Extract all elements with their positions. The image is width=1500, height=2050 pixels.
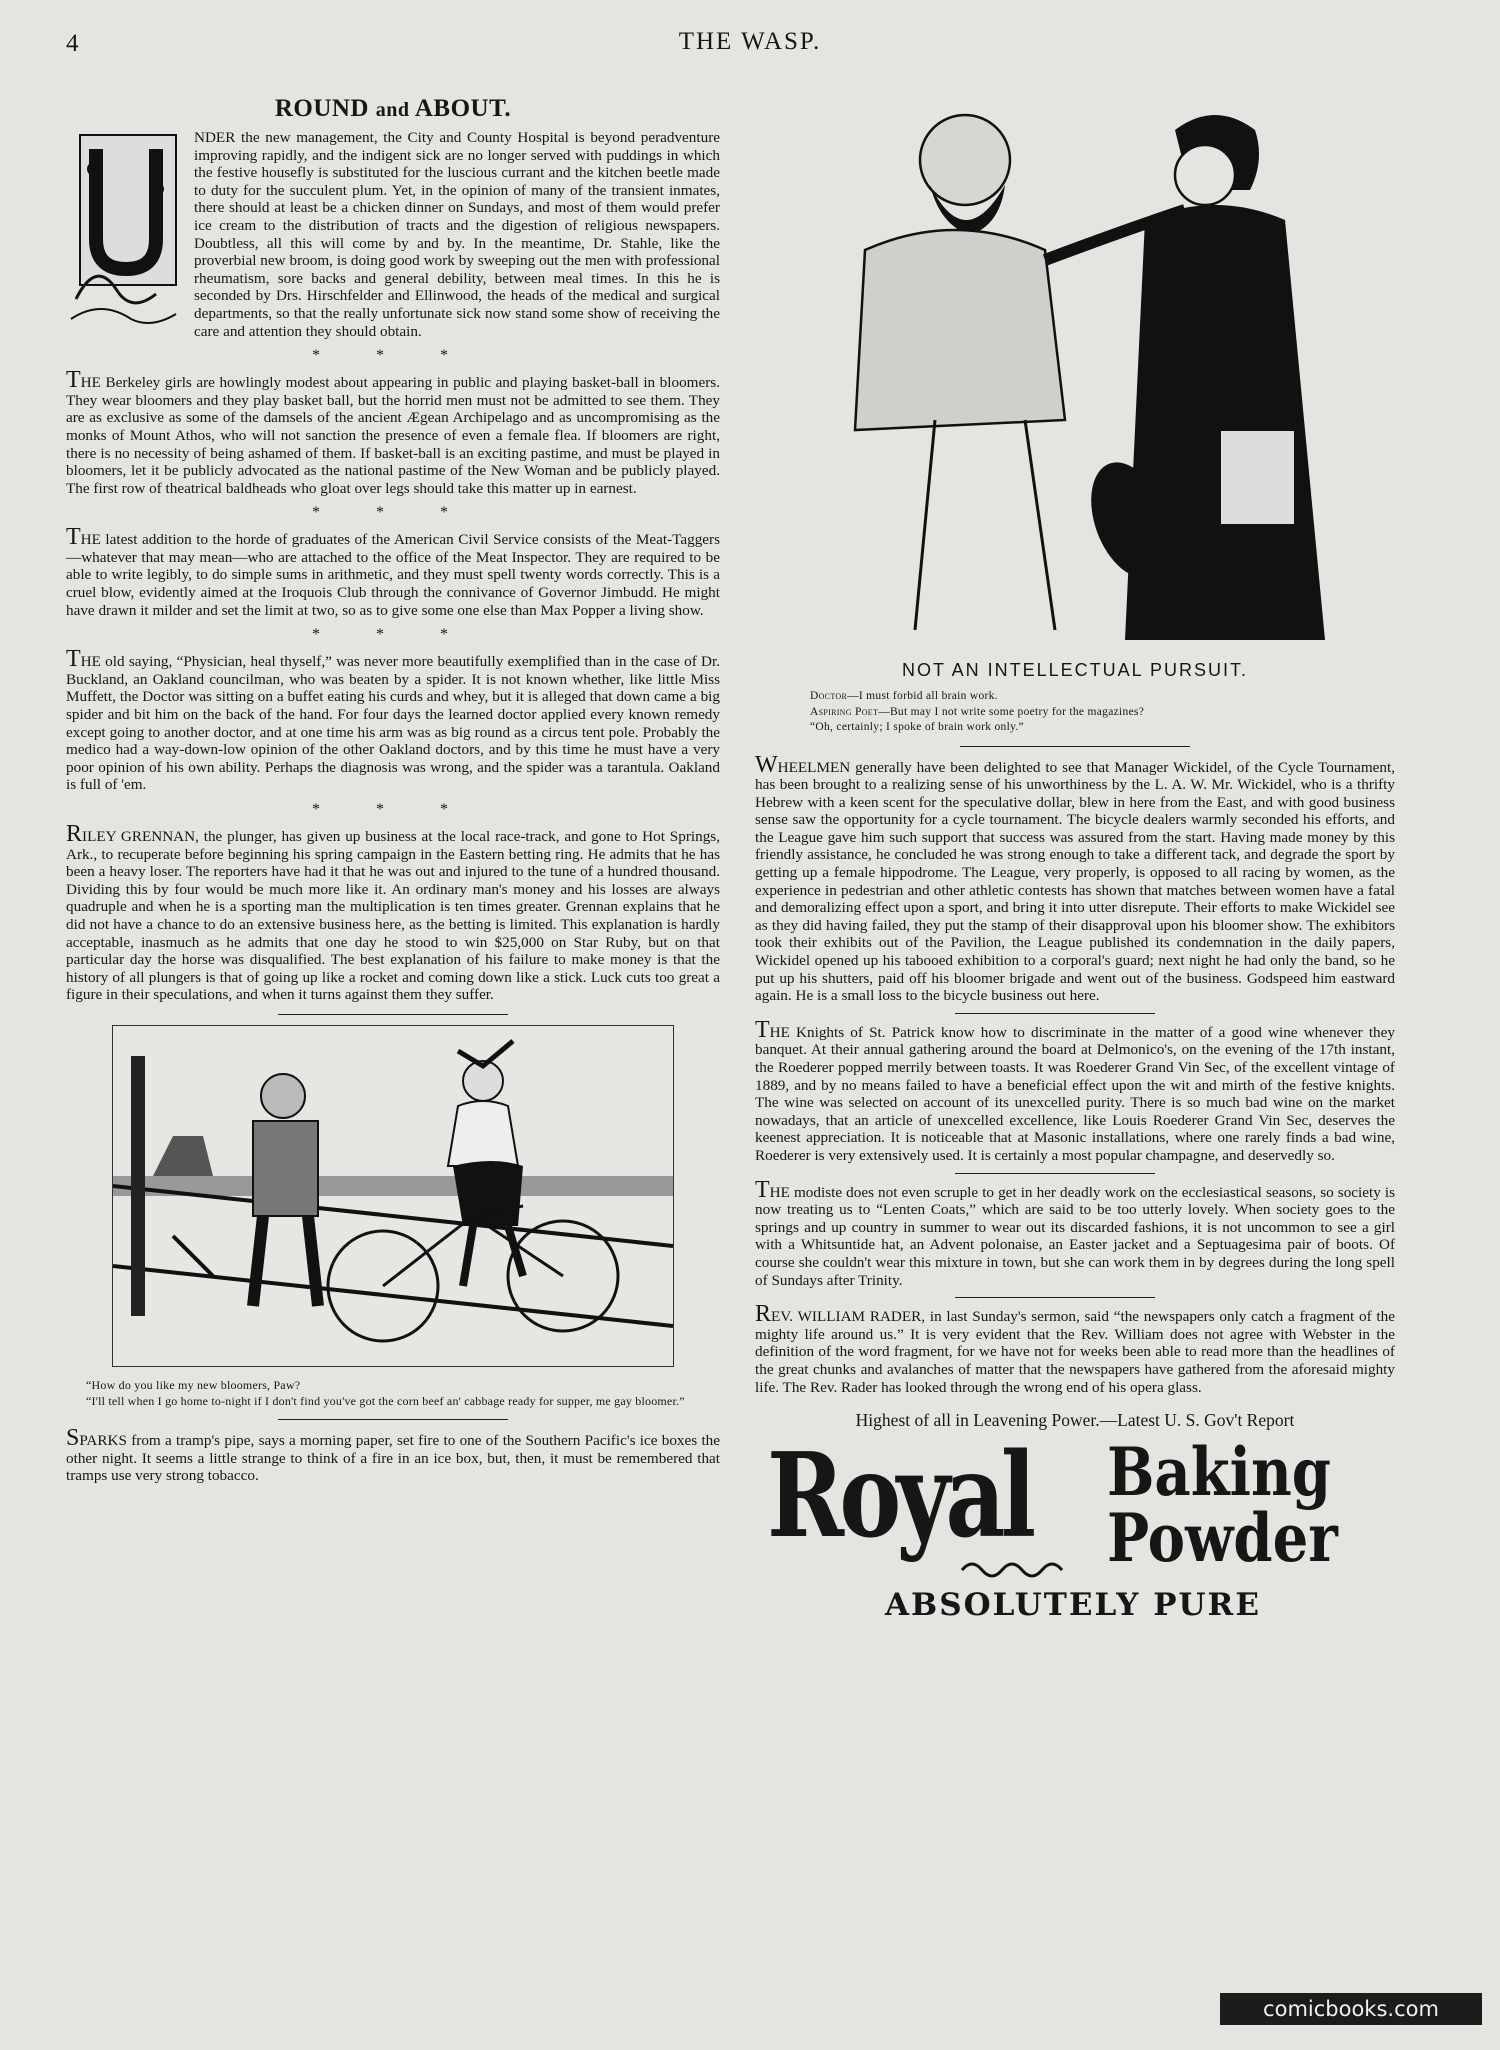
paragraph-meat-taggers: THE latest addition to the horde of graduates of the American Civil Service consists of the Meat-Taggers—whatever that may mean—who are attached to the office of the Meat Inspector. They are required to be able to write legibly, to do simple sums in arithmetic, and they must spell twenty words correctly. This is a cruel blow, evidently aimed at the Iroquois Club through the connivance of Governor Jimbudd. He might have drawn it milder and set the limit at two, so as to give some one else than Max Popper a living show. [66,524,720,619]
paragraph-hospital: NDER the new management, the City and County Hospital is beyond peradventure improving rapidly, and the indigent sick are no longer served with puddings in which the festive housefly is substituted for the luscious currant and the kitchen beetle made to duty for the succulent plum. Yet, in the opinion of many of the transient inmates, there should at least be a chicken dinner on Sundays, and most of them would prefer ice cream to the distribution of tracts and the digestion of religious newspapers. Doubtless, all this will come by and by. In the meantime, Dr. Stahle, like the proverbial new broom, is doing good work by sweeping out the men with professional rheumatism, sore backs and general debility, between meal times. In this he is seconded by Drs. Hirschfelder and Ellinwood, the heads of the medical and surgical departments, so that the really unfortunate sick now stand some show of receiving the care and attention they should obtain. [194,129,720,340]
ad-tagline: Highest of all in Leavening Power.—Latest U. S. Gov't Report [855,1410,1295,1431]
rule [955,1173,1155,1174]
cartoon-caption: “How do you like my new bloomers, Paw? “I'll tell when I go home to-night if I don't find you've got the corn beef an' cabbage ready for supper, me gay bloomer.” [86,1377,685,1408]
rule [278,1419,508,1420]
ornamental-initial-u [66,129,184,329]
section-heading: ROUND and ABOUT. [274,95,512,122]
cartoon-caption: Doctor—I must forbid all brain work. Aspiring Poet—But may I not write some poetry for the magazines? “Oh, certainly; I spoke of brain work only.” [810,690,1145,733]
rule [955,1297,1155,1298]
paragraph-physician: THE old saying, “Physician, heal thyself,” was never more beautifully exemplified than in the case of Dr. Buckland, an Oakland councilman, who was beaten by a spider. It is not known whether, like little Miss Muffett, the Doctor was sitting on a buffet eating his curds and whey, but it is alleged that down came a big spider and bit him on the back of the hand. For four days the learned doctor applied every known remedy except going to another doctor, and at one time his arm was as big round as a circus tent pole. Probably the medico had a way-down-low opinion of the other Oakland doctors, and by this time he must have a very poor opinion of his own ability. Perhaps the diagnosis was wrong, and the spider was a tarantula. Oakland is full of 'em. [66,646,720,794]
paragraph-berkeley: THE Berkeley girls are howlingly modest about appearing in public and playing basket-ball in bloomers. They wear bloomers and they play basket ball, but the horrid men must not be admitted to see them. They are as exclusive as some of the damsels of the ancient Ægean Archipelago and as uncompromising as the monks of Mount Athos, who will not sanction the presence of even a female flea. If bloomers are right, there is no necessity of being ashamed of them. If basket-ball is an exciting pastime, and must be played in bloomers, let it be publicly advocated as the national pastime of the New Woman and be publicly played. The first row of theatrical baldheads who gloat over legs should take this matter up in earnest. [66,367,720,497]
paragraph-grennan: RILEY GRENNAN, the plunger, has given up business at the local race-track, and gone to Hot Springs, Ark., to recuperate before beginning his spring campaign in the Eastern betting ring. He admits that he has been a heavy loser. The reporters have had it that he was out and injured to the tune of a hundred thousand. Dividing this by four would be much more like it. An ordinary man's money and his losses are always quadruple and when he is a sporting man the multiplication is ten times greater. Grennan explains that he did not have a chance to do an extensive business here, as the betting is limited. This explanation is hardly acceptable, inasmuch as he admits that one day he stood to win $25,000 on Star Ruby, but on that particular day the horse was disqualified. The best explanation of his failure to make money is that the history of all plungers is that of going up like a rocket and coming down like a stick. Luck cuts too great a figure in their speculations, and when it turns against them they suffer. [66,821,720,1004]
left-column [66,95,720,1485]
rule [278,1014,508,1015]
paragraph-wheelmen: WHEELMEN generally have been delighted to see that Manager Wickidel, of the Cycle Tournament, has been brought to a realizing sense of his unworthiness by the L. A. W. Mr. Wickidel, who is a thrifty Hebrew with a keen scent for the speculative dollar, blew in here from the East, and with good business sense saw the opportunity for a cycle tournament. The bicycle dealers warmly seconded his efforts, and the League gave him such support that success was assured from the start. Having made money by this friendly assistance, he concluded he was strong enough to take a different tack, and degrade the sport by getting up a female hippodrome. The League, very properly, is opposed to all racing by women, as the experience in pedestrian and other athletic contests has shown that matches between women have a fatal and demoralizing effect upon a sport, and bring it into utter disrepute. Their efforts to make Wickidel see as they did having failed, they put the stamp of their disapproval upon his bloomer show. The exhibitors took their exhibits out of the Pavilion, the League published its condemnation in the daily papers, Wickidel opened up his tabooed exhibition to a corporal's guard; next night he had only the band, so he put up his shutters, paid off his bloomer brigade and went out of the business. Godspeed him eastward again. He is a small loss to the bicycle business out here. [755,751,1395,1005]
masthead: THE WASP. [678,28,822,55]
rule [955,1013,1155,1014]
royal-baking-powder-ad [755,1428,1395,1642]
paragraph-modiste: THE modiste does not even scruple to get in her deadly work on the ecclesiastical seasons, so society is now treating us to “Lenten Coats,” which are said to be too utterly lovely. When society goes to the springs and up country in summer to wear out its discarded fashions, it is not uncommon to see a girl with a Whitsuntide hat, an Advent polonaise, an Easter jacket and a Septuagesima pair of boots. Of course she couldn't wear this mixture in town, but she can work them in by degrees during the long spell of Sundays after Trinity. [755,1176,1395,1289]
section-divider: * * * [312,347,474,365]
intellectual-pursuit-cartoon-illustration [795,90,1355,650]
section-divider: * * * [312,626,474,644]
section-divider: * * * [312,801,474,818]
ad-royal-wordmark: Royal [767,1428,1032,1565]
ad-baking-powder-wordmark: Baking Powder [1107,1433,1338,1578]
watermark: comicbooks.com [1220,1993,1482,2025]
right-column [755,90,1395,1642]
section-divider: * * * [312,504,474,522]
rule [960,746,1190,747]
paragraph-sparks: SPARKS from a tramp's pipe, says a morning paper, set fire to one of the Southern Pacific's ice boxes the other night. It seems a little strange to think of a fire in an ice box, but, then, it must be remembered that tramps use very strong tobacco. [66,1424,720,1485]
cartoon-title: NOT AN INTELLECTUAL PURSUIT. [901,660,1249,680]
page-number: 4 [66,30,79,57]
paragraph-rader: REV. WILLIAM RADER, in last Sunday's sermon, said “the newspapers only catch a fragment of the mighty life around us.” It is very evident that the Rev. William does not agree with Webster in the definition of the word fragment, for we have not for weeks been able to read more than the headlines of the great chunks and avalanches of matter that the newspapers have gathered from the aforesaid mighty life. The Rev. Rader has looked through the wrong end of his opera glass. [755,1301,1395,1396]
ornament-icon [960,1559,1070,1581]
bloomers-cartoon-illustration [112,1025,674,1367]
ad-absolutely-pure: ABSOLUTELY PURE [885,1587,1261,1624]
paragraph-knights: THE Knights of St. Patrick know how to discriminate in the matter of a good wine whenever they banquet. At their annual gathering around the board at Delmonico's, on the evening of the 17th instant, the Roederer popped merrily between toasts. It was Roederer Grand Vin Sec, of the excellent vintage of 1889, and by no means failed to have a beneficial effect upon the wit and mirth of the festive knights. The wine was selected on account of its unexcelled purity. There is so much bad wine on the market nowadays, that an article of unexcelled excellence, like Louis Roederer Grand Vin Sec, deserves the keenest appreciation. It is noticeable that at Masonic installations, where one rarely finds a bad wine, Roederer is very extensively used. It is certainly a most popular champagne, and deservedly so. [755,1016,1395,1164]
